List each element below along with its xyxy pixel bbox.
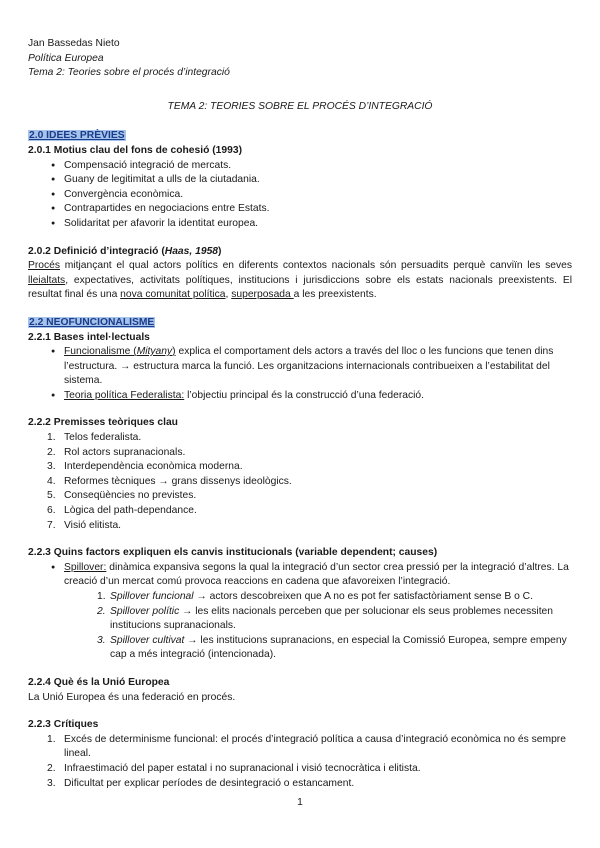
list-item: 4. Reformes tècniques → grans dissenys ideològics. xyxy=(47,475,292,487)
section-heading-2-0: 2.0 IDEES PRÈVIES xyxy=(29,130,125,142)
author-name: Jan Bassedas Nieto xyxy=(28,38,120,49)
subsection-heading-2-0-2: 2.0.2 Definició d’integració (Haas, 1958) xyxy=(28,245,222,257)
document-title: TEMA 2: TEORIES SOBRE EL PROCÉS D’INTEGRACIÓ xyxy=(167,100,433,112)
list-item: 1. Telos federalista. xyxy=(47,432,142,444)
list-item: 3. Interdependència econòmica moderna. xyxy=(47,461,243,473)
list-item: ● Teoria política Federalista: l’objectiu principal és la construcció d’una federació. xyxy=(64,389,572,404)
cohesion-motives-list xyxy=(28,159,572,232)
list-item: 2. Rol actors supranacionals. xyxy=(47,446,186,458)
eu-definition-text: La Unió Europea és una federació en procés. xyxy=(28,691,236,703)
list-item: ● Contrapartides en negociacions entre Estats. xyxy=(64,202,572,217)
criticism-list xyxy=(28,733,572,791)
list-item: 5. Conseqüències no previstes. xyxy=(47,490,197,502)
spillover-list xyxy=(28,561,572,590)
list-item: ● Guany de legitimitat a ulls de la ciutadania. xyxy=(64,173,572,188)
integration-definition-paragraph: Procés mitjançant el qual actors polítics en diferents contextos nacionals són persuadits perquè canviïn les seves lleialtats, expectatives, activitats polítiques, institucions i jurisdiccions sobre els estats nacionals preexistents. El resultat final és una nova comunitat política, superposada a les preexistents. xyxy=(28,260,572,301)
page-number: 1 xyxy=(297,797,303,808)
list-item: 1. Excés de determinisme funcional: el procés d’integració política a causa d’integració econòmica no és sempre lineal. xyxy=(47,733,566,760)
subsection-heading-2-2-3: 2.2.3 Quins factors expliquen els canvis institucionals (variable dependent; causes) xyxy=(28,547,438,559)
subsection-heading-2-2-4: 2.2.4 Què és la Unió Europea xyxy=(28,676,170,688)
list-item: 2. Spillover polític → les elits nacionals perceben que per solucionar els seus problemes necessiten institucions supranacionals. xyxy=(97,605,554,632)
list-item: 3. Spillover cultivat → les institucions supranacions, en especial la Comissió Europea, sempre empeny cap a més integració (intencionada). xyxy=(97,634,567,661)
list-item: 3. Dificultat per explicar períodes de desintegració o estancament. xyxy=(47,777,355,789)
intellectual-bases-list xyxy=(28,345,572,403)
subsection-heading-2-2-2: 2.2.2 Premisses teòriques clau xyxy=(28,417,178,429)
spillover-types-list xyxy=(28,590,572,663)
list-item: ● Spillover: dinàmica expansiva segons la qual la integració d’un sector crea pressió per la integració d’altres. La creació d’un mercat comú provoca reaccions en cadena que afavoreixen l’integració. xyxy=(64,561,572,590)
premises-list xyxy=(28,431,572,533)
list-item: 1. Spillover funcional → actors descobreixen que A no es pot fer satisfactòriament sense B o C. xyxy=(97,591,533,602)
subsection-heading-criticism: 2.2.3 Crítiques xyxy=(28,719,99,731)
list-item: 6. Lògica del path-dependance. xyxy=(47,505,197,517)
list-item: ● Compensació integració de mercats. xyxy=(64,159,572,174)
list-item: 2. Infraestimació del paper estatal i no supranacional i visió tecnocràtica i elitista. xyxy=(47,762,421,774)
list-item: 7. Visió elitista. xyxy=(47,519,122,531)
list-item: ● Funcionalisme (Mityany) explica el comportament dels actors a través del lloc o les funcions que tenen dins l’estructura. → estructura marca la funció. Les organitzacions internacionals contribueixen a l’estabilitat del sistema. xyxy=(64,345,572,389)
list-item: ● Solidaritat per afavorir la identitat europea. xyxy=(64,217,572,232)
list-item: ● Convergència econòmica. xyxy=(64,188,572,203)
topic-line: Tema 2: Teories sobre el procés d’integració xyxy=(28,67,230,79)
subsection-heading-2-0-1: 2.0.1 Motius clau del fons de cohesió (1993) xyxy=(28,144,243,156)
course-name: Política Europea xyxy=(28,52,104,64)
subsection-heading-2-2-1: 2.2.1 Bases intel·lectuals xyxy=(28,331,150,343)
section-heading-2-2: 2.2 NEOFUNCIONALISME xyxy=(29,316,155,328)
